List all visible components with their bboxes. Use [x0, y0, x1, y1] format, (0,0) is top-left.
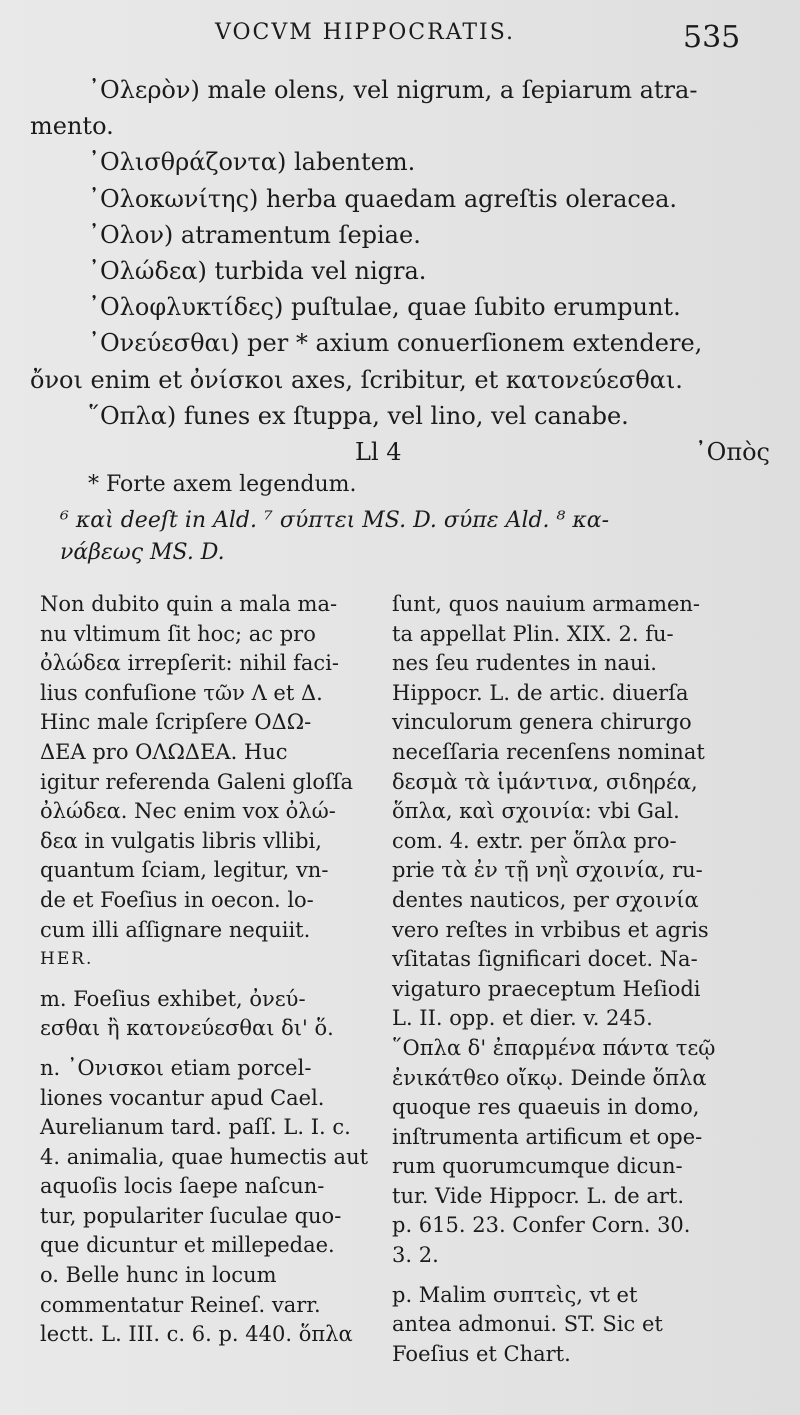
footnote-text: * Forte axem legendum.	[88, 472, 357, 497]
variant-line: νάβεως MS. D.	[60, 540, 225, 565]
commentary-line: vigaturo praeceptum Heſiodi	[392, 976, 701, 1001]
commentary-line: vero reſtes in vrbibus et agris	[392, 917, 709, 942]
commentary-line: que dicuntur et millepedae.	[40, 1233, 335, 1258]
commentary-line: ὀλώδεα. Nec enim vox ὀλώ-	[40, 799, 336, 824]
commentary-line: p. Malim συπτεὶς, vt et	[392, 1282, 638, 1307]
commentary-line: lectt. L. III. c. 6. p. 440. ὅπλα	[40, 1322, 353, 1347]
entry-line: ᾿Ολερὸν) male olens, vel nigrum, a ſepiarum atra-	[88, 76, 698, 104]
commentary-line: quantum ſciam, legitur, vn-	[40, 858, 329, 883]
commentary-line: tur, populariter ſuculae quo-	[40, 1203, 342, 1228]
commentary-line: rum quorumcumque dicun-	[392, 1154, 683, 1179]
commentary-line: com. 4. extr. per ὅπλα pro-	[392, 828, 677, 853]
commentary-line: ta appellat Plin. XIX. 2. fu-	[392, 621, 674, 646]
page-number: 535	[683, 20, 741, 55]
commentary-line: commentatur Reineſ. varr.	[40, 1292, 321, 1317]
commentary-line: ὀλώδεα irrepſerit: nihil faci-	[40, 651, 340, 676]
running-title: VOCVM HIPPOCRATIS.	[215, 20, 516, 45]
entry-line: ᾿Ονεύεσθαι) per * axium conuerſionem extendere,	[88, 329, 703, 358]
spacer	[392, 1271, 752, 1281]
commentary-line: δεσμὰ τὰ ἱμάντινα, σιδηρέα,	[392, 769, 698, 794]
commentary-line: vſitatas ſignificari docet. Na-	[392, 947, 698, 972]
commentary-line: εσθαι ἢ κατονεύεσθαι δι' ὅ.	[40, 1016, 334, 1041]
commentary-line: aquoſis locis ſaepe naſcun-	[40, 1174, 325, 1199]
entry-line: ᾿Ολον) atramentum ſepiae.	[88, 220, 421, 249]
commentary-line: liones vocantur apud Cael.	[40, 1085, 325, 1110]
commentary-line: Aurelianum tard. paſſ. L. I. c.	[40, 1115, 351, 1140]
entry-line: ὄνοι enim et ὀνίσκοι axes, ſcribitur, et κατονεύεσθαι.	[30, 365, 683, 394]
commentary-line: 4. animalia, quae humectis aut	[40, 1144, 369, 1169]
commentary-line: inſtrumenta artificum et ope-	[392, 1124, 703, 1149]
entry-line: ᾿Ολοκωνίτης) herba quaedam agreſtis oleracea.	[88, 184, 678, 213]
commentary-line: lius confuſione τῶν Λ et Δ.	[40, 680, 323, 705]
page-header	[0, 18, 800, 68]
commentary-line: ſunt, quos nauium armamen-	[392, 592, 701, 616]
catchword: ᾿Οπὸς	[694, 438, 770, 467]
commentary-line: nu vltimum ſit hoc; ac pro	[40, 621, 316, 646]
commentary-author: HER.	[40, 949, 94, 970]
commentary-line: dentes nauticos, per σχοινία	[392, 887, 699, 912]
commentary-line: 3. 2.	[392, 1243, 439, 1268]
commentary-line: ὅπλα, καὶ σχοινία: vbi Gal.	[392, 799, 680, 824]
commentary-line: igitur referenda Galeni gloſſa	[40, 769, 354, 794]
commentary-line: de et Foeſius in oecon. lo-	[40, 887, 314, 912]
commentary-line: m. Foeſius exhibet, ὀνεύ-	[40, 986, 306, 1011]
signature-mark: Ll 4	[355, 438, 402, 467]
commentary-line: ῞Οπλα δ' ἐπαρμένα πάντα τεῷ	[392, 1035, 716, 1060]
entry-line: mento.	[30, 112, 114, 141]
commentary-line: Hippocr. L. de artic. diuerſa	[392, 680, 689, 705]
commentary-line: Non dubito quin a mala ma-	[40, 592, 338, 616]
commentary-line: Foeſius et Chart.	[392, 1341, 571, 1366]
commentary-line: cum illi aſſignare nequiit.	[40, 917, 311, 942]
signature-line	[30, 434, 770, 470]
commentary-line: ΔΕΑ pro ΟΛΩΔΕΑ. Huc	[40, 739, 288, 764]
spacer	[40, 1044, 370, 1054]
commentary-right-column	[392, 590, 752, 1369]
commentary-line: prie τὰ ἐν τῇ νηῒ σχοινία, ru-	[392, 858, 703, 883]
entry-line: ᾿Ολώδεα) turbida vel nigra.	[88, 257, 427, 286]
commentary-line: ἐνικάτθεο οἴκῳ. Deinde ὅπλα	[392, 1065, 707, 1090]
commentary-line: quoque res quaeuis in domo,	[392, 1095, 700, 1120]
commentary-line: neceſſaria recenſens nominat	[392, 739, 705, 764]
entry-line: ᾿Ολισθράζοντα) labentem.	[88, 148, 416, 177]
commentary-left-column	[40, 590, 370, 1350]
commentary-line: δεα in vulgatis libris vllibi,	[40, 828, 322, 853]
entry-line: ῞Οπλα) funes ex ſtuppa, vel lino, vel canabe.	[88, 401, 629, 430]
commentary-line: Hinc male ſcripſere ΟΔΩ-	[40, 710, 312, 735]
commentary-line: p. 615. 23. Confer Corn. 30.	[392, 1213, 691, 1238]
variant-line: ⁶ καὶ deeſt in Ald. ⁷ σύπτει MS. D. σύπε Ald. ⁸ κα-	[60, 508, 610, 533]
variant-readings	[60, 505, 760, 569]
commentary-line: antea admonui. ST. Sic et	[392, 1312, 663, 1337]
commentary-line: n. ᾿Ονισκοι etiam porcel-	[40, 1055, 312, 1080]
glossary-entries	[30, 72, 770, 470]
spacer	[40, 975, 370, 985]
commentary-line: vinculorum genera chirurgo	[392, 710, 692, 735]
commentary-line: L. II. opp. et dier. v. 245.	[392, 1006, 653, 1031]
entry-line: ᾿Ολοφλυκτίδες) puſtulae, quae ſubito erumpunt.	[88, 293, 681, 322]
commentary-line: nes ſeu rudentes in naui.	[392, 651, 657, 676]
commentary-line: tur. Vide Hippocr. L. de art.	[392, 1183, 685, 1208]
footnote	[88, 468, 357, 502]
commentary-line: o. Belle hunc in locum	[40, 1263, 277, 1288]
